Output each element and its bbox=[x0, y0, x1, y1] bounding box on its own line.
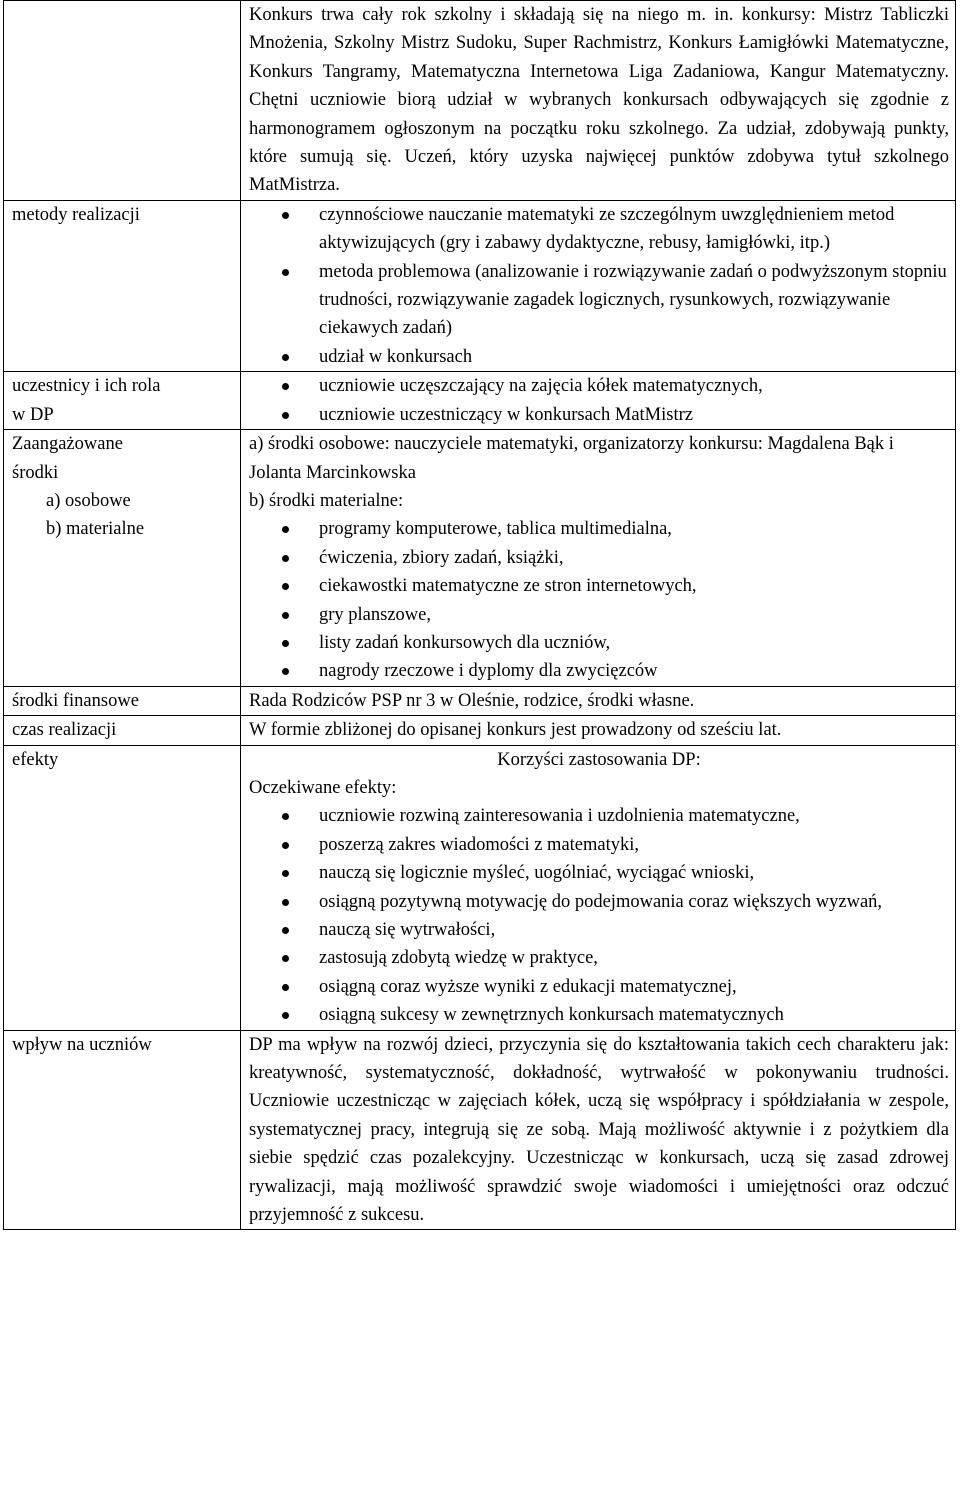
row-wplyw-text: DP ma wpływ na rozwój dzieci, przyczynia się do kształtowania takich cech charakteru jak: kreatywność, systematyczność, dokładność, wytrwałość w pokonywaniu trudności. Uczniowie uczestnicząc w zajęciach kółek, uczą się współpracy i spółdziałania w zespole, systematycznej pracy, integrują się ze sobą. Mają możliwość aktywnie i z pożytkiem dla siebie spędzić czas pozalekcyjny. Uczestnicząc w konkursach, uczą się zasad zdrowej rywalizacji, mają możliwość sprawdzić swoje wiadomości i umiejętności oraz odczuć przyjemność z sukcesu. bbox=[241, 1030, 956, 1230]
label-line: b) materialne bbox=[46, 519, 145, 540]
row-finanse bbox=[4, 686, 956, 715]
uczestnicy-list bbox=[249, 372, 949, 429]
row-srodki bbox=[4, 430, 956, 687]
row-metody bbox=[4, 200, 956, 371]
list-item: osiągną coraz wyższe wyniki z edukacji matematycznej, bbox=[319, 973, 949, 1001]
row-wplyw bbox=[4, 1030, 956, 1230]
list-item: uczniowie uczestniczący w konkursach MatMistrz bbox=[319, 401, 949, 429]
row-uczestnicy-label bbox=[4, 372, 241, 430]
row-metody-content bbox=[241, 200, 956, 371]
list-item: nagrody rzeczowe i dyplomy dla zwycięzców bbox=[319, 657, 949, 685]
label-line: Zaangażowane bbox=[12, 434, 123, 455]
label-line: środki bbox=[12, 462, 59, 483]
project-description-table bbox=[3, 0, 956, 1230]
row-intro-text: Konkurs trwa cały rok szkolny i składają się na niego m. in. konkursy: Mistrz Tabliczki Mnożenia, Szkolny Mistrz Sudoku, Super Rachmistrz, Konkurs Łamigłówki Matematyczne, Konkurs Tangramy, Matematyczna Internetowa Liga Zadaniowa, Kangur Matematyczny. Chętni uczniowie biorą udział w wybranych konkursach odbywających się zgodnie z harmonogramem ogłoszonym na początku roku szkolnego. Za udział, zdobywają punkty, które sumują się. Uczeń, który uzyska najwięcej punktów zdobywa tytuł szkolnego MatMistrza. bbox=[241, 1, 956, 201]
list-item: ćwiczenia, zbiory zadań, książki, bbox=[319, 544, 949, 572]
row-czas bbox=[4, 716, 956, 745]
row-finanse-label: środki finansowe bbox=[4, 686, 241, 715]
metody-list bbox=[249, 201, 949, 371]
row-wplyw-label: wpływ na uczniów bbox=[4, 1030, 241, 1230]
list-item: czynnościowe nauczanie matematyki ze szczególnym uwzględnieniem metod aktywizujących (gry i zabawy dydaktyczne, rebusy, łamigłówki, itp.) bbox=[319, 201, 949, 258]
row-finanse-text: Rada Rodziców PSP nr 3 w Oleśnie, rodzice, środki własne. bbox=[241, 686, 956, 715]
srodki-list bbox=[249, 515, 949, 685]
list-item: poszerzą zakres wiadomości z matematyki, bbox=[319, 831, 949, 859]
list-item: programy komputerowe, tablica multimedialna, bbox=[319, 515, 949, 543]
label-line: w DP bbox=[12, 404, 54, 425]
row-uczestnicy bbox=[4, 372, 956, 430]
efekty-subheading: Oczekiwane efekty: bbox=[249, 777, 397, 798]
list-item: uczniowie uczęszczający na zajęcia kółek matematycznych, bbox=[319, 372, 949, 400]
row-srodki-content bbox=[241, 430, 956, 687]
label-line: uczestnicy i ich rola bbox=[12, 376, 161, 397]
list-item: udział w konkursach bbox=[319, 343, 949, 371]
row-metody-label: metody realizacji bbox=[4, 200, 241, 371]
srodki-materialne-text: b) środki materialne: bbox=[249, 490, 404, 511]
row-efekty-content bbox=[241, 745, 956, 1030]
list-item: zastosują zdobytą wiedzę w praktyce, bbox=[319, 944, 949, 972]
list-item: metoda problemowa (analizowanie i rozwiązywanie zadań o podwyższonym stopniu trudności, rozwiązywanie zagadek logicznych, rysunkowych, rozwiązywanie ciekawych zadań) bbox=[319, 258, 949, 343]
row-czas-label: czas realizacji bbox=[4, 716, 241, 745]
row-intro bbox=[4, 1, 956, 201]
row-czas-text: W formie zbliżonej do opisanej konkurs jest prowadzony od sześciu lat. bbox=[241, 716, 956, 745]
list-item: listy zadań konkursowych dla uczniów, bbox=[319, 629, 949, 657]
row-efekty bbox=[4, 745, 956, 1030]
row-srodki-label bbox=[4, 430, 241, 687]
list-item: osiągną sukcesy w zewnętrznych konkursach matematycznych bbox=[319, 1001, 949, 1029]
efekty-heading: Korzyści zastosowania DP: bbox=[497, 749, 701, 770]
srodki-osobowe-text: a) środki osobowe: nauczyciele matematyki, organizatorzy konkursu: Magdalena Bąk i Jolanta Marcinkowska bbox=[249, 434, 894, 483]
list-item: nauczą się wytrwałości, bbox=[319, 916, 949, 944]
list-item: gry planszowe, bbox=[319, 601, 949, 629]
row-uczestnicy-content bbox=[241, 372, 956, 430]
row-efekty-label: efekty bbox=[4, 745, 241, 1030]
list-item: osiągną pozytywną motywację do podejmowania coraz większych wyzwań, bbox=[319, 888, 949, 916]
efekty-list bbox=[249, 802, 949, 1029]
list-item: nauczą się logicznie myśleć, uogólniać, wyciągać wnioski, bbox=[319, 859, 949, 887]
row-intro-label bbox=[4, 1, 241, 201]
label-line: a) osobowe bbox=[46, 490, 131, 511]
list-item: uczniowie rozwiną zainteresowania i uzdolnienia matematyczne, bbox=[319, 802, 949, 830]
list-item: ciekawostki matematyczne ze stron internetowych, bbox=[319, 572, 949, 600]
